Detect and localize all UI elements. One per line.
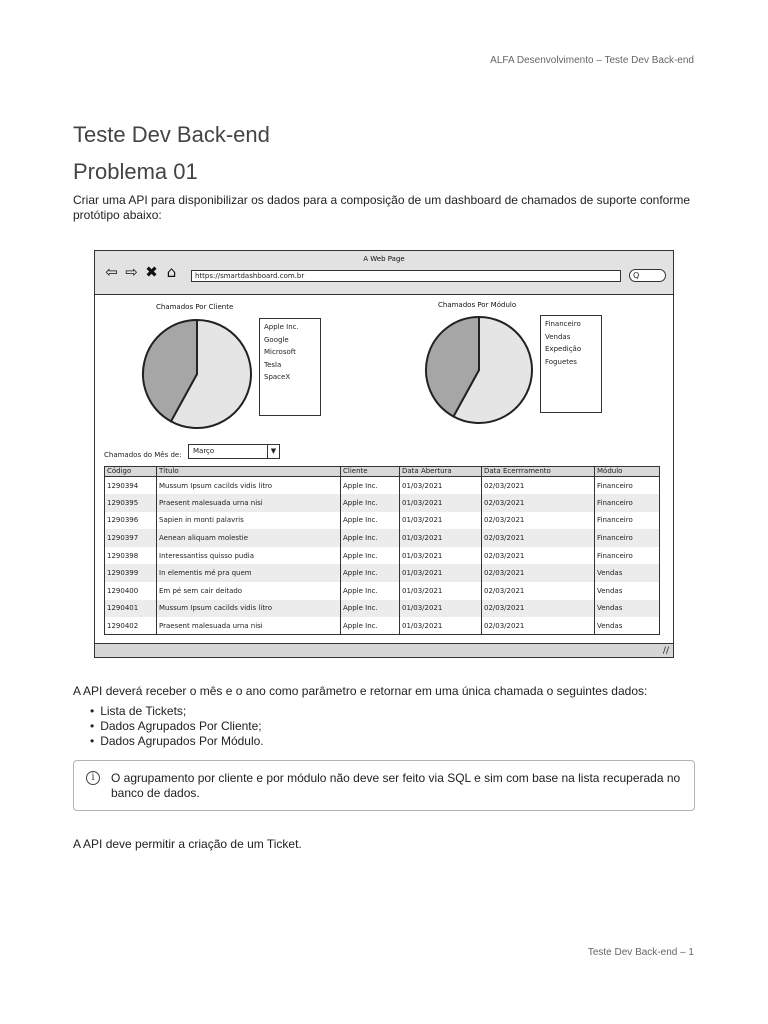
dashboard-mockup (94, 250, 674, 658)
cell: 02/03/2021 (482, 529, 595, 547)
cell: Vendas (595, 582, 660, 600)
cell: Financeiro (595, 547, 660, 565)
browser-toolbar (95, 251, 673, 295)
legend-item: Financeiro (545, 320, 581, 328)
column-header[interactable]: Código (105, 467, 157, 477)
legend-cliente (259, 318, 321, 416)
cell: 1290396 (107, 516, 139, 525)
cell: 1290397 (105, 529, 157, 547)
cell: In elementis mé pra quem (157, 564, 341, 582)
info-text: O agrupamento por cliente e por módulo não deve ser feito via SQL e sim com base na lista recuperada no banco de dados. (111, 771, 681, 800)
table-row[interactable] (105, 600, 660, 618)
cell: Apple Inc. (341, 547, 400, 565)
table-row[interactable] (105, 582, 660, 600)
column-header[interactable]: Data Ecerrramento (482, 467, 595, 477)
table-row[interactable] (105, 494, 660, 512)
status-bar (95, 643, 673, 657)
cell: Vendas (595, 564, 660, 582)
cell: 01/03/2021 (400, 477, 482, 495)
column-header[interactable]: Módulo (595, 467, 660, 477)
cell: Apple Inc. (341, 582, 400, 600)
cell: 02/03/2021 (482, 512, 595, 530)
info-callout (73, 760, 695, 811)
cell: Vendas (595, 600, 660, 618)
cell: Apple Inc. (341, 529, 400, 547)
home-icon[interactable]: ⌂ (166, 263, 177, 281)
cell: Apple Inc. (341, 477, 400, 495)
cell: 02/03/2021 (482, 494, 595, 512)
legend-item: Tesla (264, 360, 282, 369)
api-description: A API deverá receber o mês e o ano como parâmetro e retornar em uma única chamada o seguintes dados: (73, 684, 648, 698)
chart-title-modulo: Chamados Por Módulo (438, 301, 517, 309)
back-icon[interactable]: ⇦ (105, 263, 118, 281)
cell: 1290394 (107, 481, 139, 490)
list-item: • Dados Agrupados Por Módulo. (100, 734, 264, 749)
requirements-list (100, 704, 264, 749)
table-row[interactable] (105, 512, 660, 530)
pie-chart-cliente (140, 317, 254, 431)
column-header[interactable]: Cliente (341, 467, 400, 477)
month-value: Março (193, 447, 215, 455)
cell: 1290399 (105, 564, 157, 582)
cell: 02/03/2021 (482, 600, 595, 618)
legend-item: Vendas (545, 332, 571, 341)
table-row[interactable] (105, 564, 660, 582)
cell: 02/03/2021 (482, 547, 595, 565)
resize-handle-icon[interactable]: // (662, 646, 669, 656)
url-bar[interactable]: https://smartdashboard.com.br (191, 270, 621, 282)
page-title: Teste Dev Back-end (73, 122, 270, 147)
month-dropdown[interactable] (188, 444, 280, 459)
cell: Sapien in monti palavris (157, 512, 341, 530)
month-label: Chamados do Mês de: (104, 451, 182, 459)
column-header[interactable]: Data Abertura (400, 467, 482, 477)
cell: 1290401 (105, 600, 157, 618)
intro-paragraph: Criar uma API para disponibilizar os dados para a composição de um dashboard de chamados de suporte conforme protótipo abaixo: (73, 193, 691, 222)
search-icon: Q (633, 271, 640, 280)
cell: Vendas (595, 617, 660, 635)
legend-item: Foguetes (545, 357, 577, 366)
search-box[interactable] (629, 269, 666, 282)
cell: Praesent malesuada urna nisi (157, 617, 341, 635)
cell: 01/03/2021 (400, 547, 482, 565)
cell: 02/03/2021 (482, 477, 595, 495)
tickets-table (104, 466, 660, 635)
cell: 01/03/2021 (400, 564, 482, 582)
cell: Financeiro (595, 494, 660, 512)
cell: Aenean aliquam molestie (157, 529, 341, 547)
nav-buttons (103, 265, 180, 280)
cell: Apple Inc. (341, 564, 400, 582)
cell: Financeiro (595, 477, 660, 495)
cell: Apple Inc. (341, 494, 400, 512)
table-row[interactable] (105, 617, 660, 635)
table-row[interactable] (105, 529, 660, 547)
cell: Mussum Ipsum cacilds vidis litro (157, 600, 341, 618)
cell: Mussum Ipsum cacilds vidis litro (157, 477, 341, 495)
cell: Apple Inc. (341, 617, 400, 635)
cell: 1290395 (105, 494, 157, 512)
cell: 1290400 (107, 586, 139, 595)
cell: 01/03/2021 (400, 617, 482, 635)
cell: 02/03/2021 (482, 582, 595, 600)
table-row[interactable] (105, 477, 660, 495)
cell: Apple Inc. (341, 600, 400, 618)
list-item: • Lista de Tickets; (100, 704, 264, 719)
cell: Financeiro (595, 512, 660, 530)
info-icon: i (86, 771, 100, 785)
cell: 01/03/2021 (400, 582, 482, 600)
chart-title-cliente: Chamados Por Cliente (156, 303, 234, 311)
problem-title: Problema 01 (73, 159, 198, 184)
chevron-down-icon[interactable]: ▼ (267, 445, 279, 458)
pie-chart-modulo (422, 315, 536, 425)
page-header: ALFA Desenvolvimento – Teste Dev Back-end (490, 55, 694, 66)
column-header[interactable]: Título (157, 467, 341, 477)
forward-icon[interactable]: ⇨ (125, 263, 138, 281)
cell: Financeiro (595, 529, 660, 547)
cell: 02/03/2021 (482, 564, 595, 582)
legend-item: Expedição (545, 345, 582, 353)
cell: 01/03/2021 (400, 494, 482, 512)
legend-item: Google (264, 335, 289, 344)
legend-item: Microsoft (264, 348, 296, 356)
page-footer: Teste Dev Back-end – 1 (587, 947, 694, 958)
window-title: A Web Page (363, 255, 405, 263)
cell: Interessantiss quisso pudia (157, 547, 341, 565)
cell: 1290398 (107, 551, 139, 560)
table-row[interactable] (105, 547, 660, 565)
cell: 1290402 (107, 621, 139, 630)
list-item: • Dados Agrupados Por Cliente; (100, 719, 264, 734)
legend-item: SpaceX (264, 373, 291, 381)
cell: 01/03/2021 (400, 512, 482, 530)
cell: Apple Inc. (341, 512, 400, 530)
cell: Praesent malesuada urna nisi (157, 494, 341, 512)
cell: 01/03/2021 (400, 529, 482, 547)
create-ticket-text: A API deve permitir a criação de um Ticket. (73, 837, 302, 851)
cell: Em pé sem cair deitado (157, 582, 341, 600)
legend-modulo (540, 315, 602, 413)
cell: 01/03/2021 (400, 600, 482, 618)
cell: 02/03/2021 (482, 617, 595, 635)
legend-item: Apple Inc. (264, 323, 299, 331)
close-icon[interactable]: ✖ (145, 263, 158, 281)
